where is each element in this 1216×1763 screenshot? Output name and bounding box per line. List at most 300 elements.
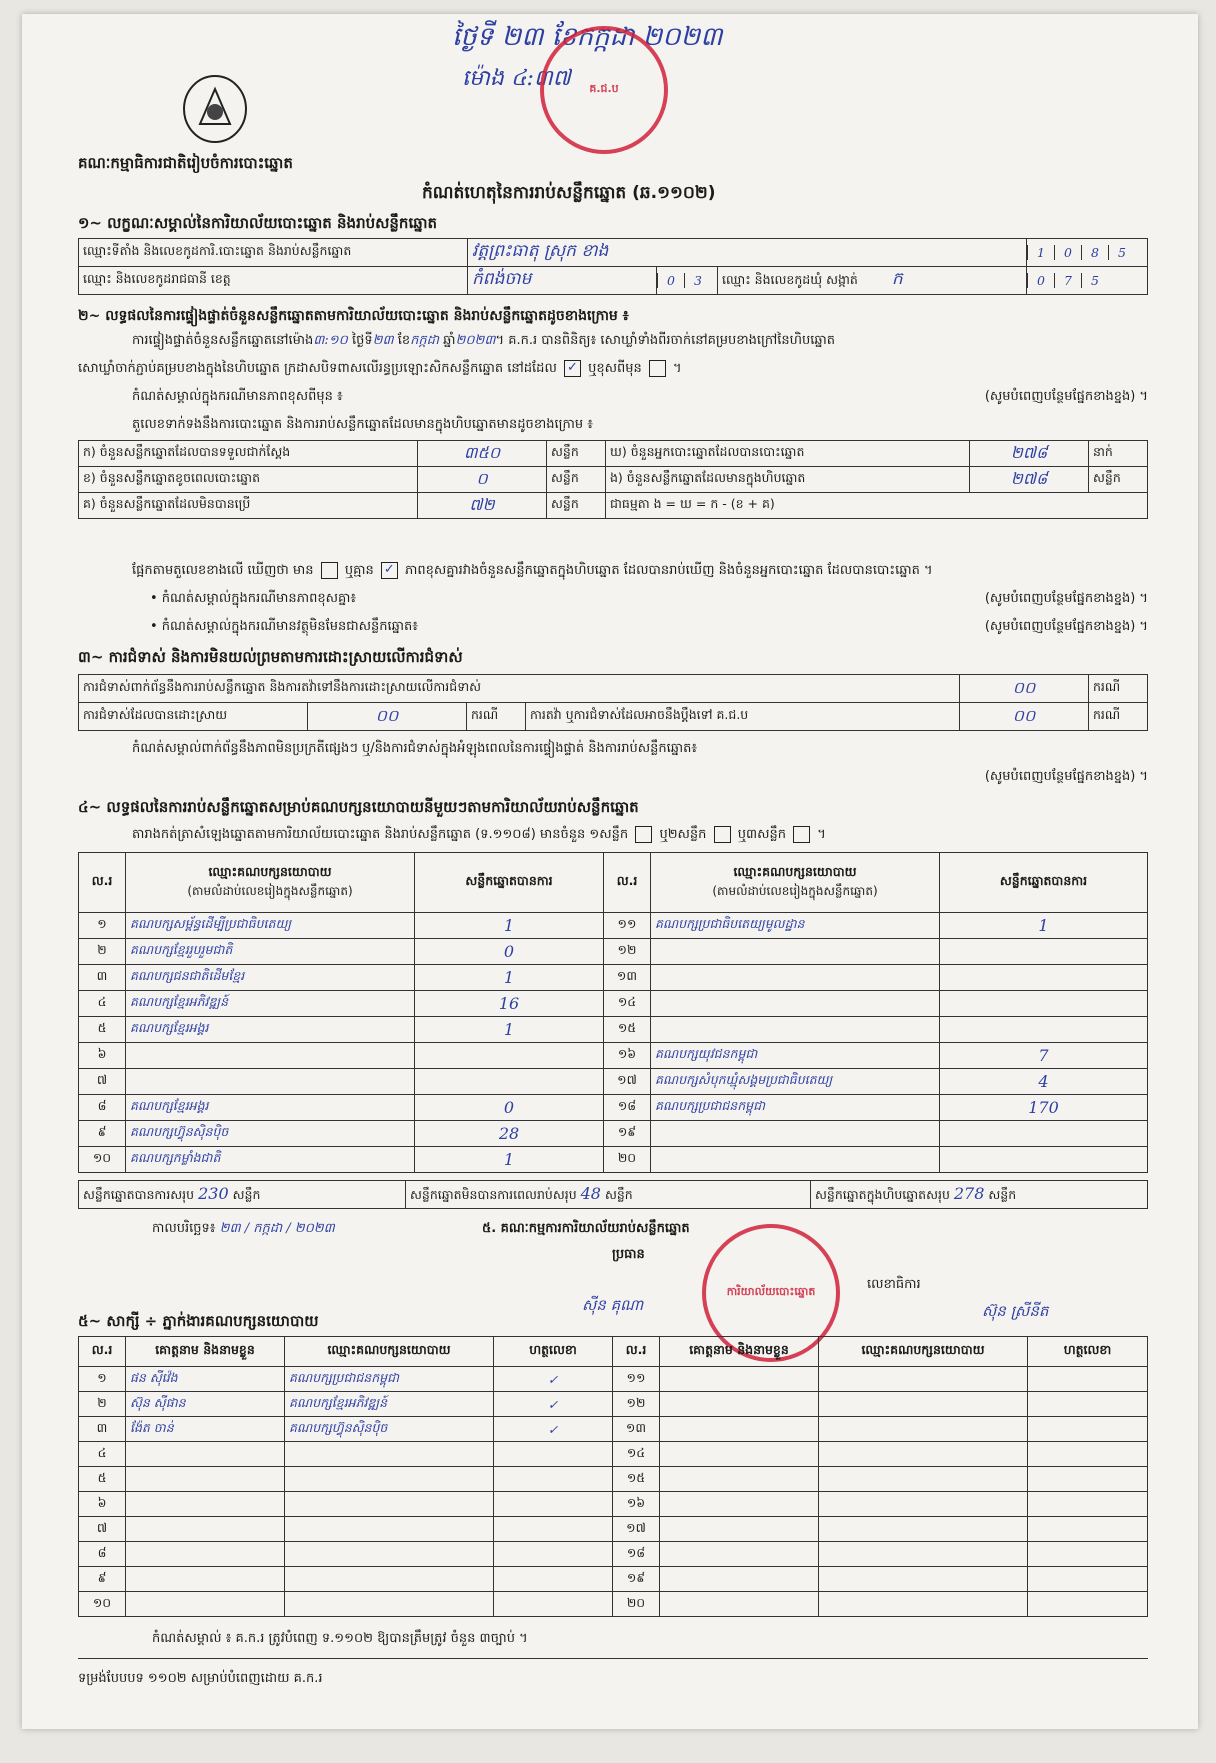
witness-party <box>285 1517 494 1542</box>
section4-title: ៤~ លទ្ធផលនៃការរាប់សន្លឹកឆ្នោតសម្រាប់គណបក្សនយោបាយនីមួយៗតាមការិយាល័យរាប់សន្លឹកឆ្នោត <box>78 798 639 816</box>
row-votes: 1 <box>415 965 604 991</box>
witness-signature: ✓ <box>494 1392 613 1417</box>
witness-name <box>126 1492 285 1517</box>
row-ngo-unit: សន្លឹក <box>1089 467 1148 493</box>
row-ko-label: គ) ចំនួនសន្លឹកឆ្នោតដែលមិនបានប្រើ <box>79 493 418 519</box>
witness-signature <box>1028 1367 1148 1392</box>
total-valid-value: 230 <box>198 1183 229 1203</box>
tally-text: តារាងកត់ត្រាសំឡេងឆ្នោតតាមការិយាល័យបោះឆ្នោត និងរាប់សន្លឹកឆ្នោត (ទ.១១០៨) មានចំនួន ១សន្លឹក <box>132 827 629 842</box>
witness-party <box>819 1442 1028 1467</box>
change-note-line <box>132 388 1148 407</box>
commission-logo <box>182 74 248 144</box>
row-no: ៤ <box>79 991 126 1017</box>
results-table <box>78 852 1148 1173</box>
footnote: កំណត់សម្គាល់ ៖ គ.ក.រ ត្រូវបំពេញ ទ.១១០២ ឱ្យបានត្រឹមត្រូវ ចំនួន ៣ច្បាប់ ។ <box>152 1631 528 1646</box>
objection-row2-value: ០០ <box>308 703 467 731</box>
col-party-sub: (តាមលំដាប់លេខរៀងក្នុងសន្លឹកឆ្នោត) <box>712 884 878 898</box>
two-sheet-checkbox[interactable] <box>714 826 731 843</box>
tally-text: ឬ៣សន្លឹក <box>737 827 786 842</box>
objection-row1-label: ការជំទាស់ពាក់ព័ន្ធនឹងការរាប់សន្លឹកឆ្នោត និងការតវ៉ាទៅនឹងការដោះស្រាយលើការជំទាស់ <box>79 675 960 703</box>
witness-signature <box>494 1517 613 1542</box>
chair-name: ស៊ីន គុណា <box>582 1296 644 1314</box>
verify-month: កក្កដា <box>410 333 439 348</box>
row-party: គណបក្សខ្មែររួបរួមជាតិ <box>126 939 415 965</box>
col-party <box>126 853 415 913</box>
witness-signature <box>1028 1542 1148 1567</box>
date-label: កាលបរិច្ឆេទ៖ <box>152 1221 216 1236</box>
row-votes: 1 <box>415 913 604 939</box>
witness-name <box>660 1417 819 1442</box>
results-body <box>79 913 1148 1173</box>
witness-name: ង៉ែត ចាន់ <box>126 1417 285 1442</box>
difference-line <box>132 562 1148 581</box>
witness-name <box>126 1592 285 1617</box>
diff-text: ឬគ្មាន <box>344 563 374 578</box>
witness-signature <box>494 1492 613 1517</box>
verify-text: ឬខុសពីមុន <box>588 361 642 376</box>
station-table <box>78 238 1148 295</box>
unchanged-checkbox[interactable]: ✓ <box>564 360 581 377</box>
table-row <box>79 913 1148 939</box>
row-party <box>651 939 940 965</box>
witness-signature <box>1028 1567 1148 1592</box>
bullet-text: • កំណត់សម្គាល់ក្នុងករណីមានវត្ថុមិនមែនជាសន្លឹកឆ្នោត៖ <box>150 619 418 634</box>
witness-signature <box>1028 1517 1148 1542</box>
row-party <box>651 1147 940 1173</box>
table-row <box>79 1069 1148 1095</box>
col-sign: ហត្ថលេខា <box>1028 1337 1148 1367</box>
table-row <box>79 1043 1148 1069</box>
row-ka-value: ៣៥០ <box>418 441 547 467</box>
row-ko-unit: សន្លឹក <box>547 493 606 519</box>
col-no: ល.រ <box>613 1337 660 1367</box>
row-party: គណបក្សខ្មែរអភិវឌ្ឍន៍ <box>126 991 415 1017</box>
total-invalid-value: 48 <box>580 1183 601 1203</box>
row-votes: 170 <box>940 1095 1148 1121</box>
row-votes: 1 <box>415 1147 604 1173</box>
province-code <box>657 267 718 295</box>
row-kho-unit: នាក់ <box>1089 441 1148 467</box>
verify-text: ។ គ.ក.រ បានពិនិត្យ៖ សោឃ្លាំទាំងពីរចាក់នៅគម្របខាងក្រៅនៃហិបឆ្នោត <box>495 333 836 348</box>
verify-day: ២៣ <box>372 333 394 348</box>
row-party <box>126 1043 415 1069</box>
table-row <box>79 1147 1148 1173</box>
row-no: ៦ <box>79 1492 126 1517</box>
total-box-cell <box>811 1181 1148 1209</box>
verify-text: ការផ្ទៀងផ្ទាត់ចំនួនសន្លឹកឆ្នោតនៅម៉ោង <box>132 333 314 348</box>
row-no: ១៤ <box>604 991 651 1017</box>
totals-row <box>78 1180 1148 1209</box>
row-votes: 28 <box>415 1121 604 1147</box>
witness-party <box>285 1442 494 1467</box>
witness-party <box>819 1467 1028 1492</box>
witness-signature <box>494 1592 613 1617</box>
witness-party <box>819 1592 1028 1617</box>
formula: ជាធម្មតា ង = ឃ = ក - (ខ + គ) <box>606 493 1148 519</box>
row-party: គណបក្សខ្មែរអង្គរ <box>126 1017 415 1043</box>
row-no: ៦ <box>79 1043 126 1069</box>
row-party: គណបក្សខ្មែរអង្គរ <box>126 1095 415 1121</box>
diff-text: ផ្អែកតាមតួលេខខាងលើ ឃើញថា មាន <box>132 563 314 578</box>
verify-text: ថ្ងៃទី <box>351 333 373 348</box>
row-no: ១២ <box>604 939 651 965</box>
row-votes <box>940 991 1148 1017</box>
footer-text: ទម្រង់បែបបទ ១១០២ សម្រាប់បំពេញដោយ គ.ក.រ <box>78 1671 323 1686</box>
three-sheet-checkbox[interactable] <box>793 826 810 843</box>
witness-name <box>660 1442 819 1467</box>
verify-text: ឆ្នាំ <box>443 333 456 348</box>
row-ka-unit: សន្លឹក <box>547 441 606 467</box>
row-no: ២០ <box>604 1147 651 1173</box>
total-box-label: សន្លឹកឆ្នោតក្នុងហិបឆ្នោតសរុប <box>815 1186 950 1202</box>
station-code <box>1027 239 1148 267</box>
chair-label: ប្រធាន <box>612 1247 645 1262</box>
row-party <box>651 1017 940 1043</box>
row-no: ២០ <box>613 1592 660 1617</box>
footer-divider <box>78 1658 1148 1659</box>
province-label: ឈ្មោះ និងលេខកូដរាជធានី ខេត្ត <box>79 267 468 295</box>
diff-text: ភាពខុសគ្នារវាងចំនួនសន្លឹកឆ្នោតក្នុងហិបឆ្នោត ដែលបានរាប់ឃើញ និងចំនួនអ្នកបោះឆ្នោត ដែលបានបោះឆ្នោត ។ <box>405 563 933 578</box>
table-row <box>79 1392 1148 1417</box>
objection-row2-label: ការជំទាស់ដែលបានដោះស្រាយ <box>79 703 308 731</box>
commune-code-digit: 7 <box>1054 273 1081 288</box>
tally-sheets-line: តារាងកត់ត្រាសំឡេងឆ្នោតតាមការិយាល័យបោះឆ្នោត និងរាប់សន្លឹកឆ្នោត (ទ.១១០៨) មានចំនួន ១សន្លឹក ឬ២សន្លឹក ឬ៣សន្លឹក ។ <box>132 827 826 842</box>
witness-name: ស៊ុន ស៊ីផាន <box>126 1392 285 1417</box>
col-party: ឈ្មោះគណបក្សនយោបាយ <box>819 1337 1028 1367</box>
verify-year: ២០២៣ <box>455 333 496 348</box>
total-valid-label: សន្លឹកឆ្នោតបានការសរុប <box>83 1186 195 1202</box>
witness-name <box>660 1517 819 1542</box>
witness-party <box>285 1492 494 1517</box>
total-unit: សន្លឹក <box>988 1186 1017 1202</box>
row-party <box>126 1069 415 1095</box>
witness-name <box>660 1367 819 1392</box>
row-votes: 1 <box>415 1017 604 1043</box>
table-row <box>79 939 1148 965</box>
secretary-name: ស៊ុន ស្រីនីត <box>982 1302 1049 1320</box>
row-no: ៧ <box>79 1517 126 1542</box>
table-row <box>79 1017 1148 1043</box>
form-sheet <box>22 14 1198 1729</box>
witness-party: គណបក្សខ្មែរអភិវឌ្ឍន៍ <box>285 1392 494 1417</box>
row-ka-label: ក) ចំនួនសន្លឹកឆ្នោតដែលបានទទួលជាក់ស្តែង <box>79 441 418 467</box>
verify-text: ខែ <box>397 333 411 348</box>
objection-table <box>78 674 1148 731</box>
objection-row3-label: ការតវ៉ា ឬការជំទាស់ដែលអាចនឹងប្តឹងទៅ គ.ជ.ប <box>526 703 960 731</box>
witness-party <box>819 1392 1028 1417</box>
handwritten-date: ថ្ងៃទី ២៣ ខែកក្កដា ២០២៣ <box>452 22 723 52</box>
col-party: ឈ្មោះគណបក្សនយោបាយ <box>285 1337 494 1367</box>
total-box-value: 278 <box>953 1183 985 1203</box>
section5-title: ៥~ សាក្សី ÷ ភ្នាក់ងារគណបក្សនយោបាយ <box>78 1312 319 1330</box>
row-kha-label: ខ) ចំនួនសន្លឹកឆ្នោតខូចពេលបោះឆ្នោត <box>79 467 418 493</box>
figures-table <box>78 440 1148 519</box>
row-no: ១៣ <box>613 1417 660 1442</box>
note-hint: (សូមបំពេញបន្ថែមផ្នែកខាងខ្នង) ។ <box>984 389 1148 404</box>
row-no: ៣ <box>79 965 126 991</box>
witness-signature: ✓ <box>494 1417 613 1442</box>
row-party <box>651 1121 940 1147</box>
table-row <box>79 1417 1148 1442</box>
col-party-title: ឈ្មោះគណបក្សនយោបាយ <box>208 864 332 879</box>
row-kho-value: ២៧៨ <box>970 441 1089 467</box>
col-name: គោត្តនាម និងនាមខ្លួន <box>126 1337 285 1367</box>
table-row <box>79 1517 1148 1542</box>
table-row <box>79 1567 1148 1592</box>
row-no: ៥ <box>79 1467 126 1492</box>
commune-code-digit: 5 <box>1081 273 1108 288</box>
has-difference-checkbox[interactable] <box>321 562 338 579</box>
col-name: គោត្តនាម និងនាមខ្លួន <box>660 1337 819 1367</box>
witness-party <box>285 1467 494 1492</box>
row-no: ១៥ <box>604 1017 651 1043</box>
total-unit: សន្លឹក <box>604 1186 633 1202</box>
witness-signature <box>494 1442 613 1467</box>
witness-name <box>660 1542 819 1567</box>
row-votes: 1 <box>940 913 1148 939</box>
table-row <box>79 965 1148 991</box>
tally-text: ឬ២សន្លឹក <box>659 827 707 842</box>
witness-party <box>819 1417 1028 1442</box>
objection-row2-unit: ករណី <box>467 703 526 731</box>
station-name: វត្តព្រះធាតុ ស្រុក ខាង <box>468 239 1027 267</box>
note-label: កំណត់សម្គាល់ក្នុងករណីមានភាពខុសពីមុន ៖ <box>132 389 343 404</box>
row-votes <box>940 939 1148 965</box>
row-votes: 7 <box>940 1043 1148 1069</box>
col-no: ល.រ <box>79 1337 126 1367</box>
row-votes: 4 <box>940 1069 1148 1095</box>
bullet-hint: (សូមបំពេញបន្ថែមផ្នែកខាងខ្នង) ។ <box>984 591 1148 606</box>
objection-row3-unit: ករណី <box>1089 703 1148 731</box>
verify-time: ៣:១០ <box>313 333 348 348</box>
row-party: គណបក្សកម្លាំងជាតិ <box>126 1147 415 1173</box>
witness-signature <box>494 1467 613 1492</box>
row-no: ១ <box>79 913 126 939</box>
row-kha-value: ០ <box>418 467 547 493</box>
commune-name: ក <box>891 269 903 289</box>
bullet-text: • កំណត់សម្គាល់ក្នុងករណីមានភាពខុសគ្នា៖ <box>150 591 357 606</box>
witness-party: គណបក្សហ៊្វុនស៊ិនប៉ិច <box>285 1417 494 1442</box>
witness-name <box>660 1592 819 1617</box>
witness-party <box>285 1542 494 1567</box>
witness-signature <box>1028 1442 1148 1467</box>
objection-row3-value: ០០ <box>960 703 1089 731</box>
verify-line-2: សោឃ្លាំចាក់ភ្ជាប់គម្របខាងក្នុងនៃហិបឆ្នោត ក្រដាសបិទពាសលើរន្ធប្រឡោះសិកសន្លឹកឆ្នោត នៅដដែល ✓ ឬខុសពីមុន ។ <box>78 360 682 376</box>
row-no: ១១ <box>613 1367 660 1392</box>
total-invalid-cell <box>406 1181 811 1209</box>
bullet-difference <box>150 590 1148 609</box>
witness-name <box>126 1442 285 1467</box>
changed-checkbox[interactable] <box>649 360 666 377</box>
row-no: ៩ <box>79 1567 126 1592</box>
witness-signature: ✓ <box>494 1367 613 1392</box>
commune-label: ឈ្មោះ និងលេខកូដឃុំ សង្កាត់ <box>722 272 858 287</box>
witness-signature <box>1028 1592 1148 1617</box>
row-no: ១៩ <box>613 1567 660 1592</box>
witness-name <box>126 1542 285 1567</box>
station-code-digit: 0 <box>1054 245 1081 260</box>
station-code-digit: 8 <box>1081 245 1108 260</box>
col-party-title: ឈ្មោះគណបក្សនយោបាយ <box>733 864 857 879</box>
table-row <box>79 1592 1148 1617</box>
witness-signature <box>1028 1392 1148 1417</box>
col-no: ល.រ <box>604 853 651 913</box>
row-no: ៤ <box>79 1442 126 1467</box>
row-party: គណបក្សប្រជាធិបតេយ្យមូលដ្ឋាន <box>651 913 940 939</box>
form-title: កំណត់ហេតុនៃការរាប់សន្លឹកឆ្នោត (ឆ.១១០២) <box>422 183 716 203</box>
table-row <box>79 1121 1148 1147</box>
commune-cell <box>718 267 1027 295</box>
row-votes <box>940 1147 1148 1173</box>
signing-date <box>152 1220 335 1239</box>
row-no: ៣ <box>79 1417 126 1442</box>
table-row <box>79 1492 1148 1517</box>
col-votes: សន្លឹកឆ្នោតបានការ <box>415 853 604 913</box>
row-votes <box>415 1069 604 1095</box>
row-votes <box>415 1043 604 1069</box>
row-no: ១៥ <box>613 1467 660 1492</box>
verify-text: សោឃ្លាំចាក់ភ្ជាប់គម្របខាងក្នុងនៃហិបឆ្នោត ក្រដាសបិទពាសលើរន្ធប្រឡោះសិកសន្លឹកឆ្នោត នៅដដែល <box>78 361 557 376</box>
witness-name <box>126 1517 285 1542</box>
witness-party <box>285 1592 494 1617</box>
witness-name <box>660 1392 819 1417</box>
row-party: គណបក្សសំបុកឃ្មុំសង្គមប្រជាធិបតេយ្យ <box>651 1069 940 1095</box>
row-no: ១៦ <box>613 1492 660 1517</box>
row-no: ១០ <box>79 1592 126 1617</box>
row-no: ៥ <box>79 1017 126 1043</box>
table-row <box>79 1542 1148 1567</box>
official-stamp-bottom: ការិយាល័យបោះឆ្នោត <box>702 1224 840 1362</box>
total-valid-cell <box>79 1181 406 1209</box>
bullet-hint: (សូមបំពេញបន្ថែមផ្នែកខាងខ្នង) ។ <box>984 619 1148 634</box>
witness-signature <box>494 1567 613 1592</box>
row-no: ១៧ <box>613 1517 660 1542</box>
row-no: ១៦ <box>604 1043 651 1069</box>
row-votes: 0 <box>415 1095 604 1121</box>
station-label: ឈ្មោះទីតាំង និងលេខកូដការិ.បោះឆ្នោត និងរាប់សន្លឹកឆ្នោត <box>79 239 468 267</box>
province-code-digit: 3 <box>684 273 711 288</box>
row-kho-label: ឃ) ចំនួនអ្នកបោះឆ្នោតដែលបានបោះឆ្នោត <box>606 441 970 467</box>
row-no: ១៧ <box>604 1069 651 1095</box>
objection-row1-unit: ករណី <box>1089 675 1148 703</box>
row-party <box>651 965 940 991</box>
verify-line-1 <box>132 332 1148 351</box>
witness-body <box>79 1367 1148 1617</box>
total-unit: សន្លឹក <box>232 1186 261 1202</box>
row-no: ២ <box>79 1392 126 1417</box>
row-ngo-label: ង) ចំនួនសន្លឹកឆ្នោតដែលមានក្នុងហិបឆ្នោត <box>606 467 970 493</box>
row-no: ១៣ <box>604 965 651 991</box>
witness-name <box>660 1492 819 1517</box>
row-no: ៩ <box>79 1121 126 1147</box>
row-ko-value: ៧២ <box>418 493 547 519</box>
row-no: ១៨ <box>613 1542 660 1567</box>
objection-row1-value: ០០ <box>960 675 1089 703</box>
row-votes <box>940 1017 1148 1043</box>
witness-party <box>819 1542 1028 1567</box>
table-row <box>79 1442 1148 1467</box>
one-sheet-checkbox[interactable] <box>635 826 652 843</box>
row-no: ១ <box>79 1367 126 1392</box>
witness-party <box>819 1517 1028 1542</box>
row-no: ១២ <box>613 1392 660 1417</box>
witness-party <box>285 1567 494 1592</box>
row-no: ៧ <box>79 1069 126 1095</box>
commune-code <box>1027 267 1148 295</box>
row-no: ៨ <box>79 1542 126 1567</box>
col-sign: ហត្ថលេខា <box>494 1337 613 1367</box>
witness-signature <box>1028 1417 1148 1442</box>
row-no: ១១ <box>604 913 651 939</box>
row-kha-unit: សន្លឹក <box>547 467 606 493</box>
row-no: ១៩ <box>604 1121 651 1147</box>
table-row <box>79 1467 1148 1492</box>
row-no: ១០ <box>79 1147 126 1173</box>
section2-title: ២~ លទ្ធផលនៃការផ្ទៀងផ្ទាត់ចំនួនសន្លឹកឆ្នោតតាមការិយាល័យបោះឆ្នោត និងរាប់សន្លឹកឆ្នោតដូចខាងក្រោម ៖ <box>78 308 629 324</box>
col-votes: សន្លឹកឆ្នោតបានការ <box>940 853 1148 913</box>
table-row <box>79 1095 1148 1121</box>
witness-table <box>78 1336 1148 1617</box>
row-votes <box>940 965 1148 991</box>
table-row <box>79 1367 1148 1392</box>
row-votes: 0 <box>415 939 604 965</box>
row-no: ១៨ <box>604 1095 651 1121</box>
commission-signatures: ៥. គណៈកម្មការការិយាល័យរាប់សន្លឹកឆ្នោត <box>482 1221 690 1236</box>
row-party <box>651 991 940 1017</box>
secretary-label: លេខាធិការ <box>867 1277 921 1292</box>
table-row <box>79 991 1148 1017</box>
handwritten-time: ម៉ោង ៤:៣៧ <box>462 66 571 91</box>
witness-signature <box>494 1542 613 1567</box>
witness-party: គណបក្សប្រជាជនកម្ពុជា <box>285 1367 494 1392</box>
col-party <box>651 853 940 913</box>
objection-note-hint: (សូមបំពេញបន្ថែមផ្នែកខាងខ្នង) ។ <box>984 769 1148 784</box>
witness-name <box>660 1567 819 1592</box>
date-value: ២៣ / កក្កដា / ២០២៣ <box>219 1221 335 1236</box>
witness-name: ផន ស៊ីវ៉េង <box>126 1367 285 1392</box>
section3-title: ៣~ ការជំទាស់ និងការមិនយល់ព្រមតាមការដោះស្រាយលើការជំទាស់ <box>78 648 463 666</box>
row-ngo-value: ២៧៨ <box>970 467 1089 493</box>
station-code-digit: 1 <box>1027 245 1054 260</box>
row-no: ៨ <box>79 1095 126 1121</box>
witness-name <box>126 1567 285 1592</box>
row-party: គណបក្សសម្ព័ន្ធដើម្បីប្រជាធិបតេយ្យ <box>126 913 415 939</box>
row-party: គណបក្សយុវជនកម្ពុជា <box>651 1043 940 1069</box>
province-name: កំពង់ចាម <box>468 267 657 295</box>
row-no: ១៤ <box>613 1442 660 1467</box>
objection-note: កំណត់សម្គាល់ពាក់ព័ន្ធនឹងភាពមិនប្រក្រតីផ្សេងៗ ឬ/និងការជំទាស់ក្នុងអំឡុងពេលនៃការផ្ទៀងផ្ទាត់ និងការរាប់សន្លឹកឆ្នោត៖ <box>132 741 698 756</box>
witness-party <box>819 1567 1028 1592</box>
row-party: គណបក្សជនជាតិដើមខ្មែរ <box>126 965 415 991</box>
col-no: ល.រ <box>79 853 126 913</box>
official-stamp-top: គ.ជ.ប <box>540 26 668 154</box>
row-no: ២ <box>79 939 126 965</box>
col-party-sub: (តាមលំដាប់លេខរៀងក្នុងសន្លឹកឆ្នោត) <box>187 884 353 898</box>
section1-title: ១~ លក្ខណៈសម្គាល់នៃការិយាល័យបោះឆ្នោត និងរាប់សន្លឹកឆ្នោត <box>78 214 438 232</box>
row-party: គណបក្សហ៊្វុនស៊ិនប៉ិច <box>126 1121 415 1147</box>
province-code-digit: 0 <box>657 273 684 288</box>
commune-code-digit: 0 <box>1027 273 1054 288</box>
row-votes <box>940 1121 1148 1147</box>
no-difference-checkbox[interactable]: ✓ <box>381 562 398 579</box>
figures-intro: តួលេខទាក់ទងនឹងការបោះឆ្នោត និងការរាប់សន្លឹកឆ្នោតដែលមានក្នុងហិបឆ្នោតមានដូចខាងក្រោម ៖ <box>132 417 593 432</box>
witness-signature <box>1028 1467 1148 1492</box>
witness-name <box>126 1467 285 1492</box>
commission-name: គណៈកម្មាធិការជាតិរៀបចំការបោះឆ្នោត <box>78 154 293 172</box>
station-code-digit: 5 <box>1108 245 1135 260</box>
row-votes: 16 <box>415 991 604 1017</box>
witness-signature <box>1028 1492 1148 1517</box>
